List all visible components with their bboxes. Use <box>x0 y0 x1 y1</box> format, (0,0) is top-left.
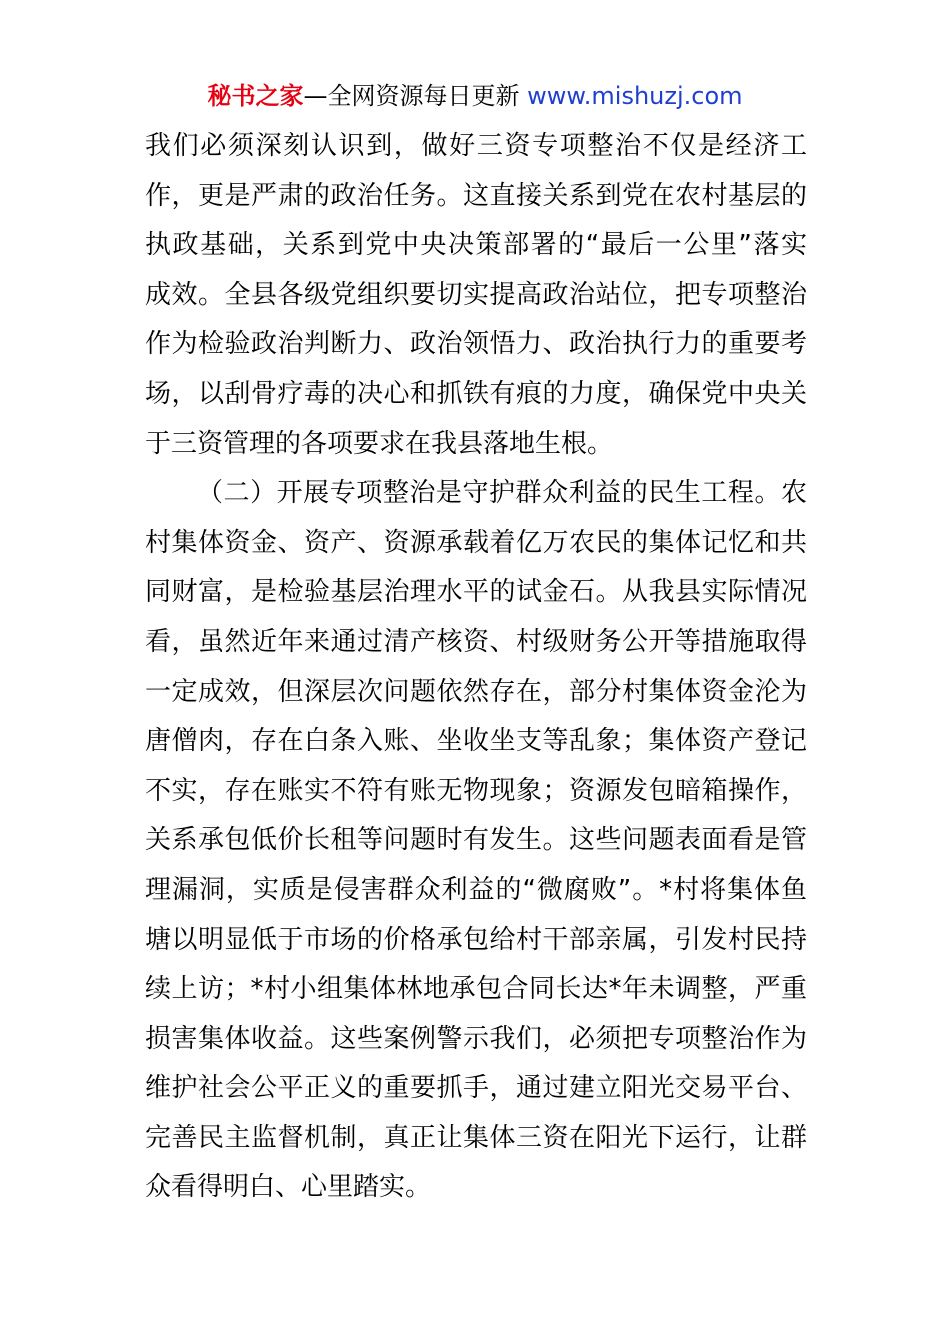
paragraph-2-line: 不实，存在账实不符有账无物现象；资源发包暗箱操作， <box>145 775 807 806</box>
paragraph-1-line: 于三资管理的各项要求在我县落地生根。 <box>145 428 614 459</box>
site-tagline: —全网资源每日更新 <box>303 82 520 110</box>
paragraph-2-line: 看，虽然近年来通过清产核资、村级财务公开等措施取得 <box>145 626 807 657</box>
paragraph-2-line: （二）开展专项整治是守护群众利益的民生工程。农 <box>197 478 807 509</box>
paragraph-2-line: 关系承包低价长租等问题时有发生。这些问题表面看是管 <box>145 825 807 856</box>
paragraph-1-line: 执政基础，关系到党中央决策部署的“最后一公里”落实 <box>145 230 807 261</box>
paragraph-1-line: 成效。全县各级党组织要切实提高政治站位，把专项整治 <box>145 279 807 310</box>
paragraph-2-line: 塘以明显低于市场的价格承包给村干部亲属，引发村民持 <box>145 924 807 955</box>
paragraph-2-line: 唐僧肉，存在白条入账、坐收坐支等乱象；集体资产登记 <box>145 726 807 757</box>
paragraph-2-line: 续上访；*村小组集体林地承包合同长达*年未调整，严重 <box>145 974 807 1005</box>
paragraph-2-line: 村集体资金、资产、资源承载着亿万农民的集体记忆和共 <box>145 527 807 558</box>
paragraph-1-line: 场，以刮骨疗毒的决心和抓铁有痕的力度，确保党中央关 <box>145 378 807 409</box>
paragraph-2-line: 一定成效，但深层次问题依然存在，部分村集体资金沦为 <box>145 676 807 707</box>
paragraph-2-line: 同财富，是检验基层治理水平的试金石。从我县实际情况 <box>145 577 807 608</box>
paragraph-2-line: 损害集体收益。这些案例警示我们，必须把专项整治作为 <box>145 1023 807 1054</box>
site-brand: 秘书之家 <box>207 82 304 110</box>
paragraph-2-line: 完善民主监督机制，真正让集体三资在阳光下运行，让群 <box>145 1122 807 1153</box>
document-body <box>145 122 807 1213</box>
paragraph-2-line: 众看得明白、心里踏实。 <box>145 1172 432 1203</box>
paragraph-2-line: 理漏洞，实质是侵害群众利益的“微腐败”。*村将集体鱼 <box>145 874 807 905</box>
paragraph-2-line: 维护社会公平正义的重要抓手，通过建立阳光交易平台、 <box>145 1073 807 1104</box>
site-url[interactable]: www.mishuzj.com <box>527 82 743 110</box>
page-header <box>0 80 950 112</box>
paragraph-1-line: 作，更是严肃的政治任务。这直接关系到党在农村基层的 <box>145 180 807 211</box>
paragraph-1-line: 我们必须深刻认识到，做好三资专项整治不仅是经济工 <box>145 131 807 161</box>
paragraph-1-line: 作为检验政治判断力、政治领悟力、政治执行力的重要考 <box>145 329 807 360</box>
